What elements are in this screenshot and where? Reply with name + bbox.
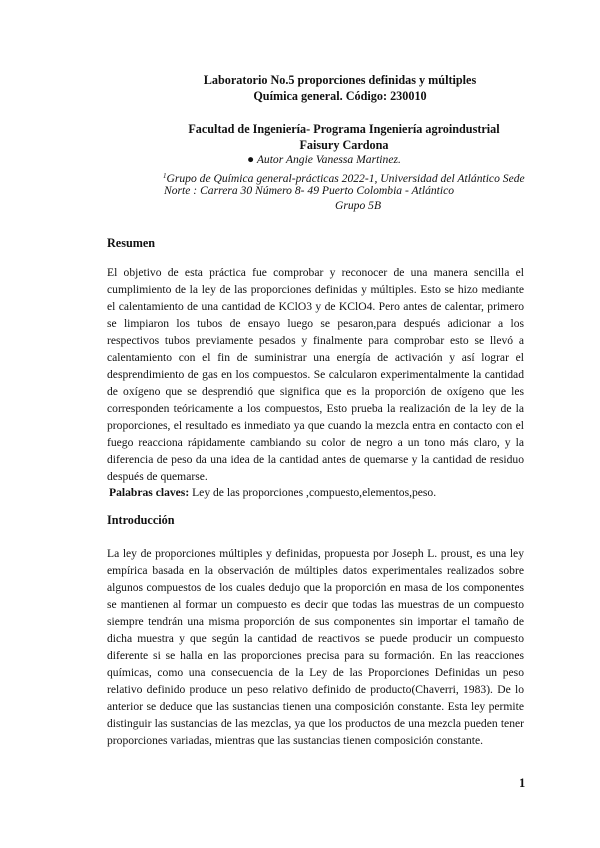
- abstract-text: El objetivo de esta práctica fue comprobar y reconocer de una manera sencilla el cumplimiento de la ley de las proporciones definidas y múltiples. Esto se hizo mediante el calentamiento de una cantidad de KClO3 y de KClO4. Pero antes de calentar, primero se limpiaron los tubos de ensayo luego se pesaron,para después adicionar a los respectivos tubos previamente pesados y finalmente para comprobar esto se llevó a calentamiento con el fin de suministrar una energía de activación y así lograr el desprendimiento de gas en los compuestos. Se calcularon experimentalmente la cantidad de oxígeno que se desprendió que significa que es la proporción de oxígeno que les corresponden teóricamente a los compuestos, Esto prueba la realización de la ley de la proporciones, el resultado es inmediato ya que cuando la mezcla entra en contacto con el fuego reacciona rápidamente cambiando su color de negro a un tono más claro, y la diferencia de peso da una idea de la cantidad antes de quemarse y la cantidad de residuo después de quemarse.: [107, 266, 524, 483]
- page-number: 1: [519, 776, 526, 790]
- introduction-paragraph: [107, 545, 524, 749]
- document-title-line1: Laboratorio No.5 proporciones definidas y múltiples: [203, 73, 477, 87]
- author-line: ● Autor Angie Vanessa Martinez.: [247, 153, 401, 166]
- affiliation-line2: Norte : Carrera 30 Número 8- 49 Puerto Colombia - Atlántico: [164, 184, 455, 197]
- keywords-line: [109, 486, 436, 499]
- abstract-heading: Resumen: [107, 236, 156, 250]
- professor-name: Faisury Cardona: [299, 138, 389, 152]
- group-label: Grupo 5B: [334, 199, 382, 212]
- keywords-text: Ley de las proporciones ,compuesto,elementos,peso.: [189, 486, 437, 499]
- introduction-text: La ley de proporciones múltiples y definidas, propuesta por Joseph L. proust, es una ley empírica basada en la observación de múltiples datos experimentales realizados sobre algunos compuestos de los cuales dedujo que la proporción en masa de los componentes se mantienen al formar un compuesto es decir que todas las muestras de un compuesto siempre tendrán una misma proporción de sus componentes sin importar el tamaño de dicha muestra y que según la cantidad de reactivos se puede producir un compuesto diferente si se halla en las proporciones precisa para su formación. En las reacciones químicas, como una consecuencia de la Ley de las Proporciones Definidas un peso relativo definido produce un peso relativo definido de producto(Chaverri, 1983). De lo anterior se deduce que las sustancias tienen una composición constante. Esta ley permite distinguir las sustancias de las mezclas, ya que los productos de una mezcla pueden tener proporciones variadas, mientras que las sustancias tienen composición constante.: [107, 547, 524, 747]
- affiliation-superscript: 1: [163, 172, 167, 180]
- introduction-heading: Introducción: [107, 513, 175, 527]
- document-title-line2: Química general. Código: 230010: [253, 89, 427, 103]
- affiliation-text: Grupo de Química general-prácticas 2022-1, Universidad del Atlántico Sede: [166, 172, 525, 185]
- faculty-line: Facultad de Ingeniería- Programa Ingeniería agroindustrial: [188, 122, 500, 136]
- abstract-paragraph: [107, 264, 524, 485]
- keywords-label: Palabras claves:: [109, 486, 190, 499]
